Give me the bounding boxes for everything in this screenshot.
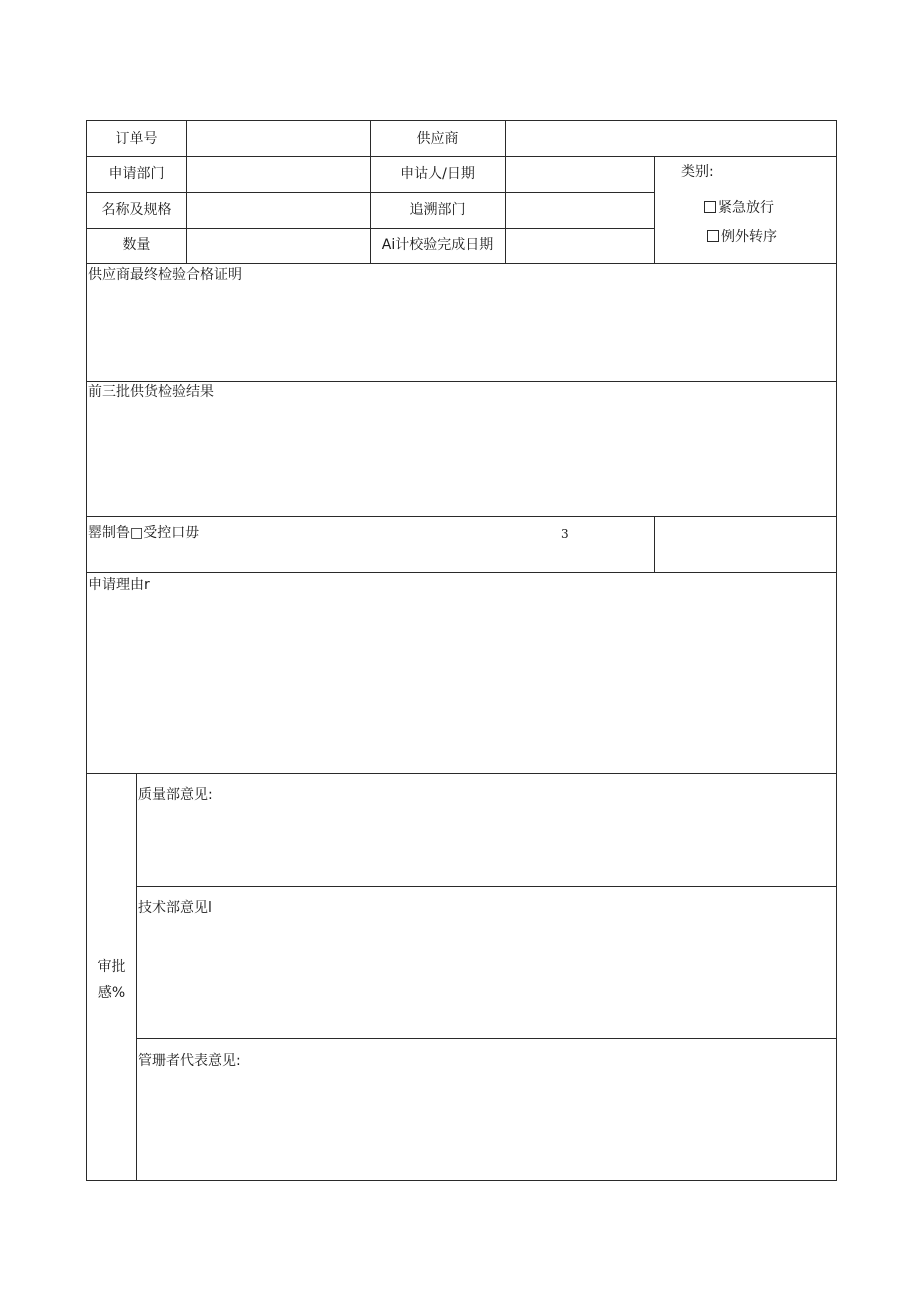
control-extra-field[interactable] xyxy=(655,517,836,572)
apply-dept-label: 申请部门 xyxy=(108,166,165,182)
row-divider xyxy=(136,886,836,887)
reason-label: 申请理由r xyxy=(88,577,150,593)
approval-side-label-line1: 审批 xyxy=(97,959,126,975)
row-divider xyxy=(87,572,836,573)
applicant-date-label: 申诂人/日期 xyxy=(400,166,475,182)
category-option-exception[interactable]: 例外转序 xyxy=(707,229,777,245)
trace-dept-label: 追溯部门 xyxy=(409,202,466,218)
approval-side-label-line2: 感% xyxy=(97,985,126,1001)
mgmt-rep-opinion-field[interactable] xyxy=(138,1073,835,1179)
supplier-label: 供应商 xyxy=(416,131,459,147)
quality-opinion-label: 质量部意见: xyxy=(138,787,213,803)
supplier-field[interactable] xyxy=(506,121,836,156)
supplier-cert-label: 供应商最终检验合格证明 xyxy=(88,267,242,283)
supplier-cert-field[interactable] xyxy=(88,286,835,380)
trace-dept-field[interactable] xyxy=(506,193,654,228)
name-spec-label: 名称及规格 xyxy=(101,202,172,218)
row-divider xyxy=(87,263,836,264)
category-option-urgent[interactable]: 紧急放行 xyxy=(704,200,774,216)
prev-batches-label: 前三批供货检验结果 xyxy=(88,384,214,400)
category-label: 类别: xyxy=(681,164,714,180)
release-application-form xyxy=(86,120,837,1181)
row-divider xyxy=(136,1038,836,1039)
quality-opinion-field[interactable] xyxy=(138,807,835,885)
col-divider xyxy=(136,773,137,1180)
mgmt-rep-opinion-label: 管珊者代表意见: xyxy=(138,1053,241,1069)
tech-opinion-label: 技术部意见l xyxy=(138,900,212,916)
order-no-label: 订单号 xyxy=(115,131,158,147)
quantity-label: 数量 xyxy=(122,237,151,253)
inspect-done-date-label: Ai计校验完成日期 xyxy=(381,237,494,253)
control-value: 3 xyxy=(561,527,569,541)
tech-opinion-field[interactable] xyxy=(138,920,835,1037)
prev-batches-field[interactable] xyxy=(88,403,835,515)
checkbox-icon[interactable] xyxy=(704,201,716,213)
reason-field[interactable] xyxy=(88,597,835,772)
apply-dept-field[interactable] xyxy=(187,157,370,192)
applicant-date-field[interactable] xyxy=(506,157,654,192)
row-divider xyxy=(87,773,836,774)
quantity-field[interactable] xyxy=(187,229,370,263)
name-spec-field[interactable] xyxy=(187,193,370,228)
row-divider xyxy=(87,381,836,382)
inspect-done-date-field[interactable] xyxy=(506,229,654,263)
order-no-field[interactable] xyxy=(187,121,370,156)
checkbox-icon[interactable] xyxy=(707,230,719,242)
col-divider xyxy=(654,156,655,263)
control-label: 罂制鲁□受控口毋 xyxy=(88,525,200,541)
